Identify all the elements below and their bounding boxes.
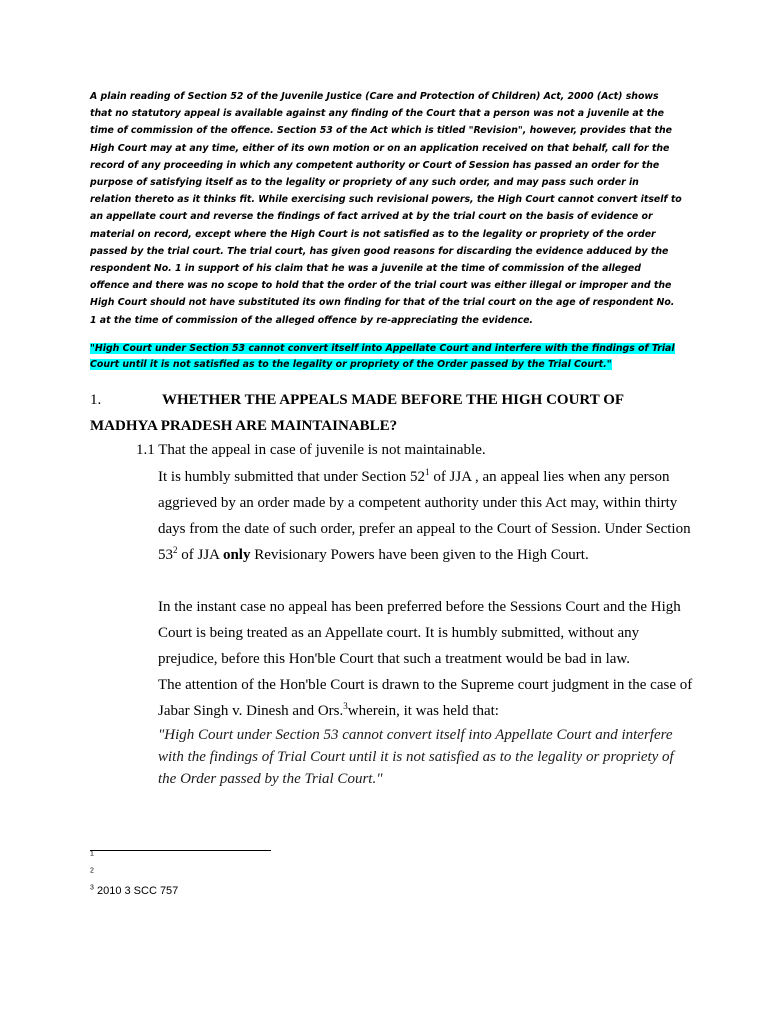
highlighted-quote [90, 341, 682, 373]
footnote-2-number: 2 [90, 867, 94, 875]
p3-text-a: The attention of the Hon'ble Court is drawn to the Supreme court judgment in the case of Jabar Singh v. Dinesh and Ors. [158, 677, 693, 719]
footnote-1 [90, 851, 94, 863]
footnote-ref-3[interactable]: 3 [343, 701, 348, 711]
footnote-3-number: 3 [90, 884, 94, 892]
p1-text-b: of JJA , an appeal lies when any person aggrieved by an order made by a competent authority under this Act may, within thirty days from the date of such order, prefer an appeal to the Court of Session. Under Section 53 [158, 469, 691, 563]
footnote-2 [90, 868, 94, 880]
section-title: WHETHER THE APPEALS MADE BEFORE THE HIGH COURT OF MADHYA PRADESH ARE MAINTAINABLE? [90, 392, 624, 434]
footnote-ref-1[interactable]: 1 [425, 467, 430, 477]
intro-paragraph: A plain reading of Section 52 of the Juvenile Justice (Care and Protection of Children) Act, 2000 (Act) shows that no statutory appeal is available against any finding of the Court that a person was not a juvenile at the time of commission of the offence. Section 53 of the Act which is titled "Revision", however, provides that the High Court may at any time, either of its own motion or on an application received on that behalf, call for the record of any proceeding in which any competent authority or Court of Session has passed an order for the purpose of satisfying itself as to the legality or propriety of any such order, and may pass such order in relation thereto as it thinks fit. While exercising such revisional powers, the High Court cannot convert itself to an appellate court and reverse the findings of fact arrived at by the trial court on the basis of evidence or material on record, except where the High Court is not satisfied as to the legality or propriety of the order passed by the trial court. The trial court, has given good reasons for discarding the evidence adduced by the respondent No. 1 in support of his claim that he was a juvenile at the time of commission of the alleged offence and there was no scope to hold that the order of the trial court was either illegal or improper and the High Court should not have substituted its own finding for that of the trial court on the age of respondent No. 1 at the time of commission of the alleged offence by re-appreciating the evidence. [90, 91, 682, 326]
footnote-1-number: 1 [90, 850, 94, 858]
section-heading [90, 387, 690, 439]
judgment-quote: "High Court under Section 53 cannot convert itself into Appellate Court and interfere with the findings of Trial Court until it is not satisfied as to the legality or propriety of the Order passed by the Trial Court." [158, 727, 674, 787]
paragraph-jabar-singh [158, 672, 698, 724]
p1-text-c: of JJA [177, 547, 223, 563]
section-number: 1. [90, 392, 102, 408]
subsection-heading: 1.1 That the appeal in case of juvenile is not maintainable. [136, 442, 486, 458]
footnote-3 [90, 885, 178, 897]
footnote-3-text: 2010 3 SCC 757 [93, 885, 179, 897]
p3-text-b: wherein, it was held that: [347, 703, 499, 719]
footnote-divider [90, 850, 271, 851]
footnote-ref-2[interactable]: 2 [173, 545, 178, 555]
paragraph-section-52 [158, 464, 698, 568]
p1-text-a: It is humbly submitted that under Section 52 [158, 469, 426, 485]
highlighted-quote-text: "High Court under Section 53 cannot convert itself into Appellate Court and interfere with the findings of Trial Court until it is not satisfied as to the legality or propriety of the Order passed by the Trial Court." [90, 343, 675, 370]
paragraph-instant-case: In the instant case no appeal has been preferred before the Sessions Court and the High Court is being treated as an Appellate court. It is humbly submitted, without any prejudice, before this Hon'ble Court that such a treatment would be bad in law. [158, 599, 681, 667]
p1-bold-only: only [222, 547, 251, 563]
p1-text-d: Revisionary Powers have been given to the High Court. [250, 547, 589, 563]
